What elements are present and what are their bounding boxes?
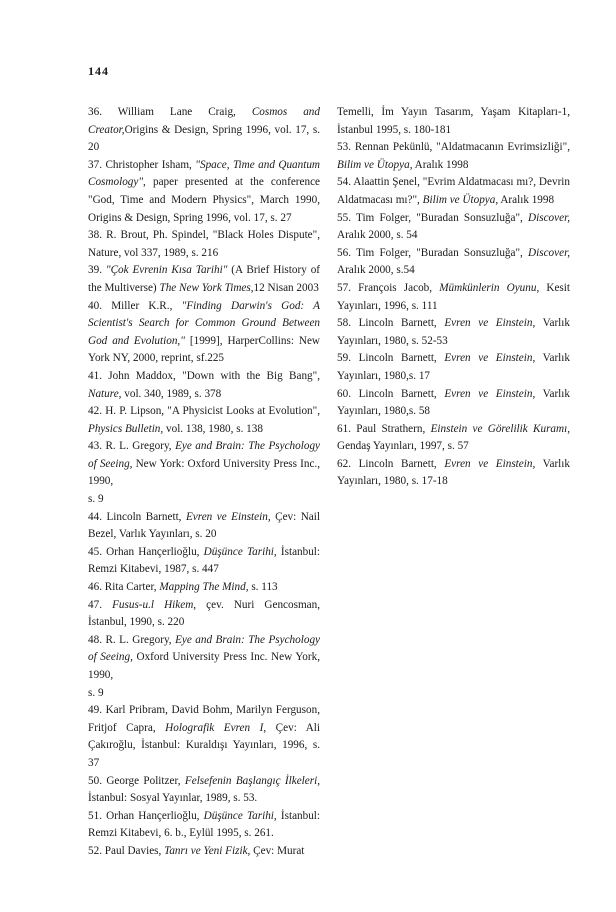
reference-pre: Orhan Hançerlioğlu, xyxy=(106,545,200,558)
reference-pre: Lincoln Barnett, xyxy=(358,457,437,470)
reference-post: Çev: Ali Çakıroğlu, İstanbul: Kuraldışı Yayınları, 1996, s. 37 xyxy=(88,721,321,769)
reference-num: 39. xyxy=(88,264,102,277)
reference-item xyxy=(88,262,320,297)
reference-item xyxy=(337,245,570,280)
reference-num: 57. xyxy=(337,281,351,294)
reference-item xyxy=(337,210,570,245)
reference-it: Düşünce Tarihi, xyxy=(203,545,277,558)
reference-item xyxy=(88,104,320,157)
reference-item xyxy=(88,157,320,227)
reference-item xyxy=(88,702,320,772)
reference-num: 43. xyxy=(88,440,102,453)
reference-post: Varlık Yayınları, 1980, s. 52-53 xyxy=(337,317,570,347)
reference-item xyxy=(337,139,570,174)
reference-post: İstanbul: Sosyal Yayınlar, 1989, s. 53. xyxy=(88,792,258,805)
reference-it: Tanrı ve Yeni Fizik, xyxy=(164,844,251,857)
reference-item xyxy=(88,773,320,808)
reference-pre: Rita Carter, xyxy=(104,581,157,594)
reference-it: Evren ve Einstein, xyxy=(444,387,536,400)
reference-item xyxy=(88,227,320,262)
reference-pre: Rennan Pekünlü, "Aldatmacanın Evrimsizliği", xyxy=(354,141,570,154)
reference-num: 49. xyxy=(88,704,102,717)
reference-post: İstanbul: Remzi Kitabevi, 6. b., Eylül 1995, s. 261. xyxy=(88,809,321,840)
reference-post: Kesit Yayınları, 1996, s. 111 xyxy=(337,281,570,312)
reference-pre: Orhan Hançerlioğlu, xyxy=(106,809,200,822)
reference-it: Eye and Brain: The Psychology of Seeing, xyxy=(88,440,321,470)
reference-num: 36. xyxy=(88,106,102,118)
reference-item xyxy=(337,104,570,139)
reference-pre: Alaattin Şenel, "Evrim Aldatmacası mı?, Devrin Aldatmacası mı?", xyxy=(337,176,570,206)
reference-item xyxy=(337,421,570,456)
reference-it: "Space, Time and Quantum Cosmology" xyxy=(88,158,321,189)
reference-post: Origins & Design, Spring 1996, vol. 17, s. 20 xyxy=(88,123,320,154)
reference-post: Varlık Yayınları, 1980,s. 58 xyxy=(337,387,570,418)
reference-pre: George Politzer, xyxy=(106,774,181,787)
reference-pre: William Lane Craig, xyxy=(117,106,236,118)
reference-it: Einstein ve Görelilik Kuramı, xyxy=(430,422,571,435)
reference-item xyxy=(337,280,570,315)
reference-pre: R. Brout, Ph. Spindel, "Black Holes Dispute", Nature, vol 337, 1989, s. 216 xyxy=(88,229,321,259)
reference-num: 54. xyxy=(337,176,351,189)
reference-item xyxy=(337,174,570,209)
reference-it: Discover, xyxy=(528,246,570,259)
reference-num: 37. xyxy=(88,158,102,171)
reference-it: Evren ve Einstein, xyxy=(185,510,271,523)
reference-it: Nature, xyxy=(88,387,122,400)
reference-num: 60. xyxy=(337,387,351,400)
reference-pre: Lincoln Barnett, xyxy=(358,317,437,330)
reference-it: Fusus-u.l Hikem, xyxy=(112,598,197,611)
reference-post: İstanbul: Remzi Kitabevi, 1987, s. 447 xyxy=(88,545,321,576)
reference-pre: H. P. Lipson, "A Physicist Looks at Evolution", xyxy=(105,405,321,418)
reference-extra: s. 9 xyxy=(88,493,104,506)
reference-pre: Paul Strathern, xyxy=(356,422,426,435)
reference-num: 62. xyxy=(337,457,351,470)
reference-post: Varlık Yayınları, 1980,s. 17 xyxy=(337,352,570,382)
reference-it: Physics Bulletin, xyxy=(88,422,164,435)
reference-pre: R. L. Gregory, xyxy=(105,633,172,646)
reference-it: Holografik Evren I, xyxy=(165,721,267,734)
reference-it: "Finding Darwin's God: A Scientist's Search for Common Ground Between God and Evolution," xyxy=(88,299,321,347)
reference-item xyxy=(88,843,320,861)
reference-pre: Tim Folger, "Buradan Sonsuzluğa", xyxy=(356,246,523,259)
reference-it: Cosmos and Creator, xyxy=(88,106,320,136)
left-column xyxy=(88,104,320,861)
reference-it: Evren ve Einstein, xyxy=(444,317,536,330)
reference-pre: François Jacob, xyxy=(358,281,433,294)
reference-num: 61. xyxy=(337,422,351,435)
right-column xyxy=(337,104,570,491)
reference-pre: Miller K.R., xyxy=(111,299,173,312)
reference-pre: R. L. Gregory, xyxy=(105,440,172,453)
reference-post: (A Brief History of the Multiverse) xyxy=(88,264,321,294)
reference-extra: s. 9 xyxy=(88,686,104,699)
reference-item xyxy=(337,315,570,350)
reference-item xyxy=(337,350,570,385)
reference-post: çev. Nuri Gencosman, İstanbul, 1990, s. 220 xyxy=(88,598,321,629)
reference-it: Evren ve Einstein, xyxy=(444,352,536,365)
reference-item xyxy=(88,544,320,579)
reference-post2: ,12 Nisan 2003 xyxy=(250,281,319,294)
reference-post: [1999], HarperCollins: New York NY, 2000, reprint, sf.225 xyxy=(88,334,320,365)
reference-num: 55. xyxy=(337,211,351,224)
reference-post: vol. 340, 1989, s. 378 xyxy=(121,387,222,400)
reference-post: Oxford University Press Inc. New York, 1990, xyxy=(88,651,320,681)
reference-pre: Karl Pribram, David Bohm, Marilyn Ferguson, Fritjof Capra, xyxy=(88,704,320,734)
reference-pre: Paul Davies, xyxy=(104,844,162,857)
reference-item xyxy=(88,438,320,508)
reference-pre: Lincoln Barnett, xyxy=(106,510,182,523)
reference-pre: Lincoln Barnett, xyxy=(358,387,437,400)
reference-post: Aralık 1998 xyxy=(412,158,469,171)
reference-post: Aralık 2000, s.54 xyxy=(337,264,415,277)
reference-item xyxy=(88,632,320,702)
reference-pre: Lincoln Barnett, xyxy=(358,352,437,365)
reference-post: Varlık Yayınları, 1980, s. 17-18 xyxy=(337,457,570,488)
reference-it: Eye and Brain: The Psychology of Seeing, xyxy=(88,633,321,664)
reference-post: Çev: Murat xyxy=(250,844,305,857)
reference-it: Evren ve Einstein, xyxy=(444,457,536,470)
reference-num: 45. xyxy=(88,545,102,558)
reference-post: Çev: Nail Bezel, Varlık Yayınları, s. 20 xyxy=(88,510,320,541)
reference-item xyxy=(88,509,320,544)
reference-num: 56. xyxy=(337,246,351,259)
reference-post: Aralık 2000, s. 54 xyxy=(337,229,418,242)
reference-post: vol. 138, 1980, s. 138 xyxy=(163,422,263,435)
reference-item xyxy=(88,808,320,843)
reference-num: 44. xyxy=(88,510,102,523)
reference-item xyxy=(88,298,320,368)
reference-num: 47. xyxy=(88,598,102,611)
reference-item xyxy=(337,386,570,421)
reference-num: 40. xyxy=(88,299,102,312)
reference-it: Felsefenin Başlangıç İlkeleri, xyxy=(184,774,321,787)
reference-it: Mapping The Mind, xyxy=(159,581,249,594)
reference-it: Bilim ve Ütopya, xyxy=(337,158,413,171)
page-number: 144 xyxy=(88,64,109,78)
reference-num: 51. xyxy=(88,809,102,822)
reference-post: , paper presented at the conference "God, Time and Modern Physics", March 1990, Origins & Design, Spring 1996, vol. 17, s. 27 xyxy=(88,176,320,224)
reference-pre: Christopher Isham, xyxy=(105,158,192,171)
reference-num: 42. xyxy=(88,405,102,418)
reference-item xyxy=(88,579,320,597)
reference-num: 50. xyxy=(88,774,102,787)
reference-it: Mümkünlerin Oyunu, xyxy=(439,281,540,294)
reference-num: 59. xyxy=(337,352,351,365)
reference-it2: The New York Times xyxy=(159,281,251,294)
reference-item xyxy=(88,597,320,632)
reference-num: 53. xyxy=(337,141,351,154)
reference-num: 48. xyxy=(88,633,102,646)
reference-it: Düşünce Tarihi, xyxy=(203,809,277,822)
reference-it: Bilim ve Ütopya, xyxy=(422,193,499,206)
reference-num: 41. xyxy=(88,369,102,382)
reference-post: Aralık 1998 xyxy=(498,193,555,206)
reference-item xyxy=(88,403,320,438)
reference-post: s. 113 xyxy=(248,581,278,594)
reference-num: 38. xyxy=(88,229,102,242)
reference-item xyxy=(88,368,320,403)
reference-num: 46. xyxy=(88,581,102,594)
reference-num: 52. xyxy=(88,844,102,857)
reference-pre: Tim Folger, "Buradan Sonsuzluğa", xyxy=(356,211,523,224)
reference-pre: Temelli, İm Yayın Tasarım, Yaşam Kitapları-1, İstanbul 1995, s. 180-181 xyxy=(337,106,570,136)
reference-num: 58. xyxy=(337,317,351,330)
reference-item xyxy=(337,456,570,491)
reference-it: Discover, xyxy=(528,211,570,224)
reference-it: "Çok Evrenin Kısa Tarihi" xyxy=(105,264,228,277)
reference-post: Gendaş Yayınları, 1997, s. 57 xyxy=(337,440,469,453)
reference-pre: John Maddox, "Down with the Big Bang", xyxy=(108,369,320,382)
reference-post: New York: Oxford University Press Inc., 1990, xyxy=(88,457,321,488)
